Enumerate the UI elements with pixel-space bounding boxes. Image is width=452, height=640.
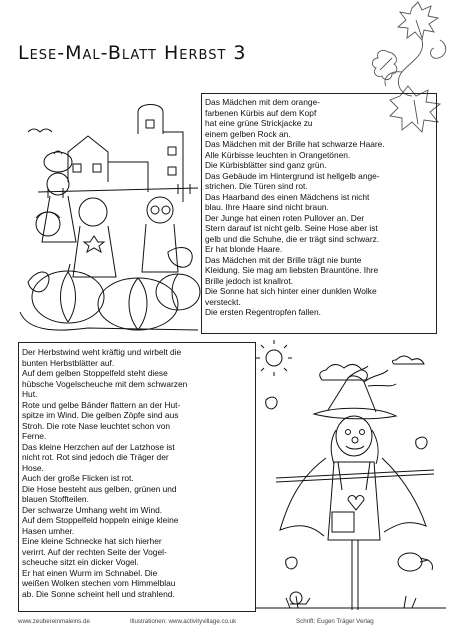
story-line: Das Mädchen mit der Brille hat schwarze Haare. xyxy=(205,139,385,149)
story-line: Das Haarband des einen Mädchens ist nicht xyxy=(205,191,370,202)
story-line: blau. Ihre Haare sind nicht braun. xyxy=(205,202,329,212)
story-line: Das Mädchen mit dem orange- xyxy=(205,97,320,107)
story-line: Das kleine Herzchen auf der Latzhose ist xyxy=(22,441,175,452)
story-line: Das Mädchen mit der Brille trägt nie bunte xyxy=(205,254,362,265)
story-line: Der Junge hat einen roten Pullover an. Der xyxy=(205,212,365,223)
story-line: bunten Herbstblätter auf. xyxy=(22,357,115,368)
top-illustration-frame xyxy=(18,92,204,334)
story-line: Ferne. xyxy=(22,431,47,441)
story-line: Die Sonne hat sich hinter einer dunklen Wolke xyxy=(205,286,377,296)
page-title: Lese-Mal-Blatt Herbst 3 xyxy=(18,42,247,64)
story-line: Der schwarze Umhang weht im Wind. xyxy=(22,504,163,515)
story-line: einem gelben Rock an. xyxy=(205,128,291,139)
story-line: Auch der große Flicken ist rot. xyxy=(22,473,134,483)
story-line: Die ersten Regentropfen fallen. xyxy=(205,307,321,317)
story-line: nicht rot. Rot sind jedoch die Träger der xyxy=(22,452,169,462)
story-line: Der Herbstwind weht kräftig und wirbelt die xyxy=(22,347,182,357)
story-line: hübsche Vogelscheuche mit dem schwarzen xyxy=(22,378,188,389)
story-line: Rote und gelbe Bänder flattern an der Hut- xyxy=(22,399,181,410)
scarecrow-illustration xyxy=(256,340,446,615)
story-line: Hut. xyxy=(22,389,38,399)
story-line: Er hat einen Wurm im Schnabel. Die xyxy=(22,567,158,578)
story-line: hat eine grüne Strickjacke zu xyxy=(205,118,313,128)
story-line: Hasen umher. xyxy=(22,525,75,536)
bottom-story-text xyxy=(22,347,254,599)
story-line: Auf dem Stoppelfeld hoppeln einige kleine xyxy=(22,515,179,525)
story-line: Eine kleine Schnecke hat sich hierher xyxy=(22,536,162,546)
story-line: Hose. xyxy=(22,462,44,473)
story-line: spitze im Wind. Die gelben Zöpfe sind aus xyxy=(22,410,179,420)
children-pumpkins-illustration xyxy=(18,92,204,334)
story-line: Das Gebäude im Hintergrund ist hellgelb ange- xyxy=(205,170,380,181)
story-line: ab. Die Sonne scheint hell und strahlend. xyxy=(22,588,175,599)
story-line: strichen. Die Türen sind rot. xyxy=(205,181,308,191)
story-line: Brille jedoch ist knallrot. xyxy=(205,275,293,286)
story-line: scheuche sitzt ein dicker Vogel. xyxy=(22,557,139,567)
story-line: Stroh. Die rote Nase leuchtet schon von xyxy=(22,420,171,431)
footer-font: Schrift: Eugen Träger Verlag xyxy=(296,618,374,625)
story-line: farbenen Kürbis auf dem Kopf xyxy=(205,107,317,118)
story-line: Alle Kürbisse leuchten in Orangetönen. xyxy=(205,149,351,160)
story-line: Auf dem gelben Stoppelfeld steht diese xyxy=(22,368,168,378)
story-line: Stern darauf ist nicht gelb. Seine Hose aber ist xyxy=(205,223,378,233)
story-line: versteckt. xyxy=(205,296,241,307)
story-line: Die Kürbisblätter sind ganz grün. xyxy=(205,160,327,170)
story-line: weißen Wolken stechen vom Himmelblau xyxy=(22,578,176,588)
footer-site: www.zeubereinmaleins.de xyxy=(18,618,90,625)
story-line: Er hat blonde Haare. xyxy=(205,244,283,254)
story-line: Kleidung. Sie mag am liebsten Brauntöne. Ihre xyxy=(205,265,379,275)
story-line: blauen Stoffteilen. xyxy=(22,494,89,504)
story-line: gelb und die Schuhe, die er trägt sind schwarz. xyxy=(205,233,380,244)
footer-illustrations: Illustrationen: www.activityvillage.co.uk xyxy=(130,618,237,625)
story-line: Die Hose besteht aus gelben, grünen und xyxy=(22,483,177,494)
story-line: verirrt. Auf der rechten Seite der Vogel- xyxy=(22,546,167,557)
top-story-text xyxy=(205,97,435,318)
